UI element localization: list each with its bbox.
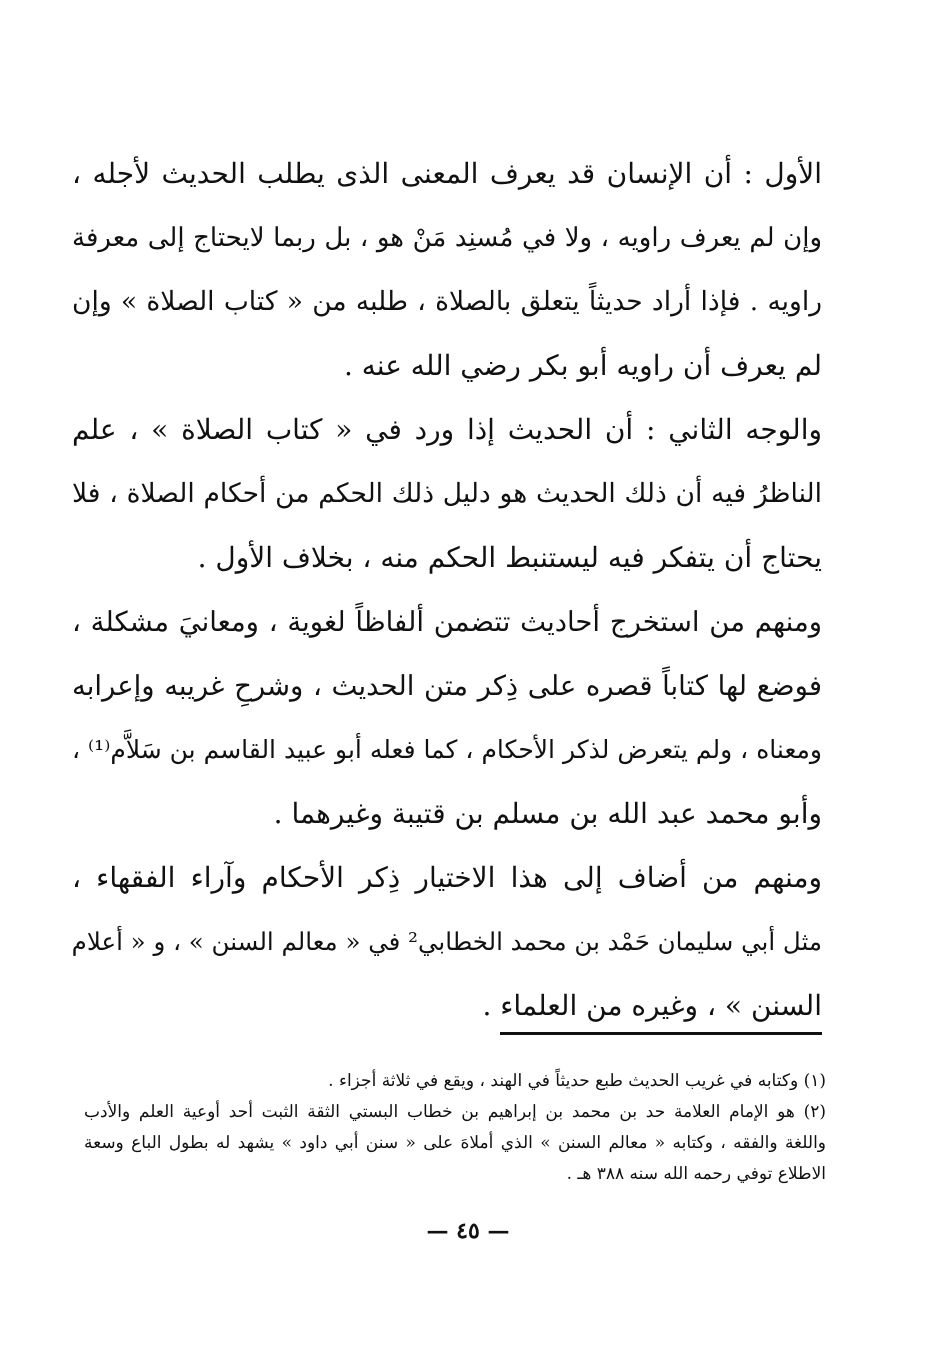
text-line: ومنهم من استخرج أحاديث تتضمن ألفاظاً لغوية ، ومعانيَ مشكلة ، <box>72 606 822 638</box>
paragraph-1 <box>72 142 822 398</box>
paragraph-4 <box>72 846 822 1038</box>
text-line: السنن » ، وغيره من العلماء . <box>482 989 822 1022</box>
paragraph-3 <box>72 590 822 846</box>
text-line: لم يعرف أن راويه أبو بكر رضي الله عنه . <box>343 349 822 382</box>
text-line: ومعناه ، ولم يتعرض لذكر الأحكام ، كما فعله أبو عبيد القاسم بن سَلاَّم⁽¹⁾ ، <box>72 735 822 764</box>
footnotes <box>84 1066 826 1190</box>
paragraph-2 <box>72 398 822 590</box>
footnote-2-continued: واللغة والفقه ، وكتابه « معالم السنن » الذي أملاهَ على « سنن أبي داود » يشهد له بطول الباع وسعة <box>84 1133 826 1153</box>
text-line: الأول : أن الإنسان قد يعرف المعنى الذى يطلب الحديث لأجله ، <box>72 157 822 190</box>
text-line: راويه . فإذا أراد حديثاً يتعلق بالصلاة ، طلبه من « كتاب الصلاة » وإن <box>72 286 822 317</box>
footnote-separator <box>500 1032 822 1035</box>
main-text <box>72 142 822 1038</box>
text-line: يحتاج أن يتفكر فيه ليستنبط الحكم منه ، بخلاف الأول . <box>197 541 822 574</box>
text-line: الناظرُ فيه أن ذلك الحديث هو دليل ذلك الحكم من أحكام الصلاة ، فلا <box>72 478 822 509</box>
text-line: وإن لم يعرف راويه ، ولا في مُسنِد مَنْ هو ، بل ربما لايحتاج إلى معرفة <box>72 223 822 253</box>
footnote-2-end: الاطلاع توفي رحمه الله سنه ٣٨٨ هـ . <box>566 1164 826 1184</box>
text-line: والوجه الثاني : أن الحديث إذا ورد في « كتاب الصلاة » ، علم <box>72 413 822 446</box>
page-number: — ٤٥ — <box>426 1218 510 1244</box>
text-line: ومنهم من أضاف إلى هذا الاختيار ذِكر الأحكام وآراء الفقهاء ، <box>72 861 822 894</box>
text-line: فوضع لها كتاباً قصره على ذِكر متن الحديث ، وشرحِ غريبه وإعرابه <box>72 670 822 702</box>
footnote-2: (٢) هو الإمام العلامة حد بن محمد بن إبراهيم بن خطاب البستي الثقة الثبت أحد أوعية العلم والأدب <box>84 1102 826 1122</box>
text-line: وأبو محمد عبد الله بن مسلم بن قتيبة وغيرهما . <box>273 797 822 830</box>
text-line: مثل أبي سليمان حَمْد بن محمد الخطابي² في « معالم السنن » ، و « أعلام <box>71 927 822 956</box>
footnote-1: (١) وكتابه في غريب الحديث طبع حديثاً في الهند ، ويقع في ثلاثة أجزاء . <box>328 1071 826 1091</box>
